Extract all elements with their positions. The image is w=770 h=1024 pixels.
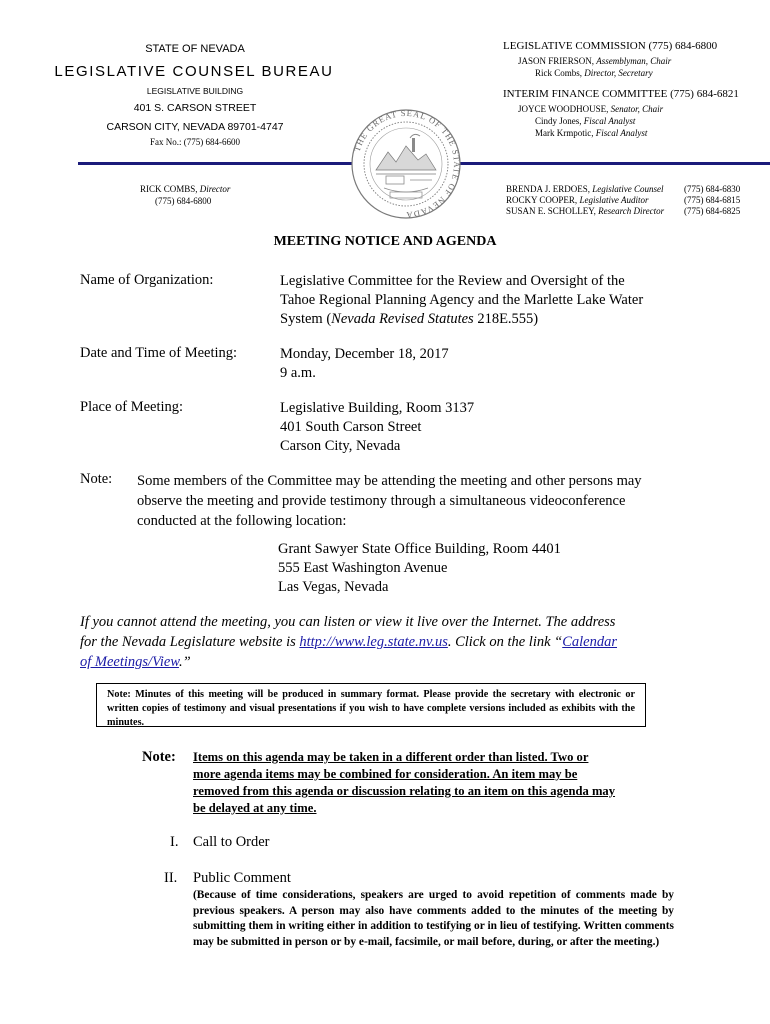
staff-name-2: SUSAN E. SCHOLLEY, Research Director	[506, 206, 665, 216]
finance-analyst-1: Cindy Jones, Fiscal Analyst	[535, 116, 636, 126]
city-address: CARSON CITY, NEVADA 89701-4747	[106, 121, 284, 133]
note-text: Some members of the Committee may be attending the meeting and other persons may observe the meeting and provide testimony through a simultaneous videoconference conducted at the following location:	[137, 473, 642, 529]
building-name: LEGISLATIVE BUILDING	[146, 86, 244, 96]
legislature-website-link[interactable]: http://www.leg.state.nv.us	[299, 634, 448, 650]
calendar-link-part2[interactable]: of Meetings/View	[80, 654, 179, 670]
finance-analyst-2: Mark Krmpotic, Fiscal Analyst	[535, 128, 648, 138]
svg-text:THE GREAT SEAL OF THE STATE OF: THE GREAT SEAL OF THE STATE OF NEVADA	[351, 108, 463, 220]
bureau-name: LEGISLATIVE COUNSEL BUREAU	[54, 63, 334, 80]
staff-phone-2: (775) 684-6825	[684, 206, 741, 216]
public-comment-detail: (Because of time considerations, speakers are urged to avoid repetition of comments made by previous speakers. A person may also have comments added to the minutes of the meeting by submitting them in writing either in addition to testifying or in lieu of testifying. Written comments may be submitted in person or by e-mail, facsimile, or mail before, during, or after the meeting.)	[193, 889, 674, 948]
finance-chair: JOYCE WOODHOUSE, Senator, Chair	[518, 104, 664, 114]
staff-phone-0: (775) 684-6830	[684, 184, 741, 194]
internet-notice: If you cannot attend the meeting, you can listen or view it live over the Internet. The address for the Nevada Legislature website is http://www.leg.state.nv.us. Click on the link “Calendar of Meetings/View.”	[80, 614, 618, 670]
datetime-label: Date and Time of Meeting:	[80, 345, 238, 361]
director-phone: (775) 684-6800	[155, 196, 212, 206]
agenda-item-call-to-order: Call to Order	[193, 834, 270, 850]
staff-name-0: BRENDA J. ERDOES, Legislative Counsel	[506, 184, 664, 194]
note-label: Note:	[80, 471, 113, 487]
remote-location: Grant Sawyer State Office Building, Room 4401 555 East Washington Avenue Las Vegas, Nevada	[278, 541, 561, 595]
agenda-item-public-comment: Public Comment	[193, 870, 291, 886]
commission-chair: JASON FRIERSON, Assemblyman, Chair	[518, 56, 672, 66]
agenda-item-number: I.	[170, 834, 179, 850]
calendar-link-part1[interactable]: Calendar	[562, 634, 618, 650]
staff-phone-1: (775) 684-6815	[684, 195, 741, 205]
organization-value: Legislative Committee for the Review and Oversight of the Tahoe Regional Planning Agency and the Marlette Lake Water System (Nevada Revised Statutes 218E.555)	[280, 273, 644, 327]
staff-name-1: ROCKY COOPER, Legislative Auditor	[506, 195, 649, 205]
page-title: MEETING NOTICE AND AGENDA	[273, 234, 497, 249]
street-address: 401 S. CARSON STREET	[133, 102, 257, 114]
agenda-note-label: Note:	[142, 749, 176, 765]
datetime-value: Monday, December 18, 2017 9 a.m.	[280, 346, 449, 381]
commission-secretary: Rick Combs, Director, Secretary	[535, 68, 653, 78]
finance-heading: INTERIM FINANCE COMMITTEE (775) 684-6821	[503, 88, 739, 100]
organization-label: Name of Organization:	[80, 272, 214, 288]
state-seal-icon	[340, 108, 472, 220]
agenda-note-text: Items on this agenda may be taken in a different order than listed. Two or more agenda items may be combined for consideration. An item may be removed from this agenda or discussion relating to an item on this agenda may be delayed at any time.	[193, 750, 616, 815]
fax-number: Fax No.: (775) 684-6600	[150, 137, 240, 147]
director-name: RICK COMBS, Director	[140, 184, 231, 194]
place-value: Legislative Building, Room 3137 401 South Carson Street Carson City, Nevada	[280, 400, 475, 454]
minutes-note-box: Note: Minutes of this meeting will be produced in summary format. Please provide the secretary with electronic or written copies of testimony and visual presentations if you wish to have complete versions included as exhibits with the minutes.	[96, 683, 646, 727]
agenda-item-number: II.	[164, 870, 178, 886]
place-label: Place of Meeting:	[80, 399, 184, 415]
state-name: STATE OF NEVADA	[145, 43, 245, 55]
commission-heading: LEGISLATIVE COMMISSION (775) 684-6800	[503, 40, 718, 52]
